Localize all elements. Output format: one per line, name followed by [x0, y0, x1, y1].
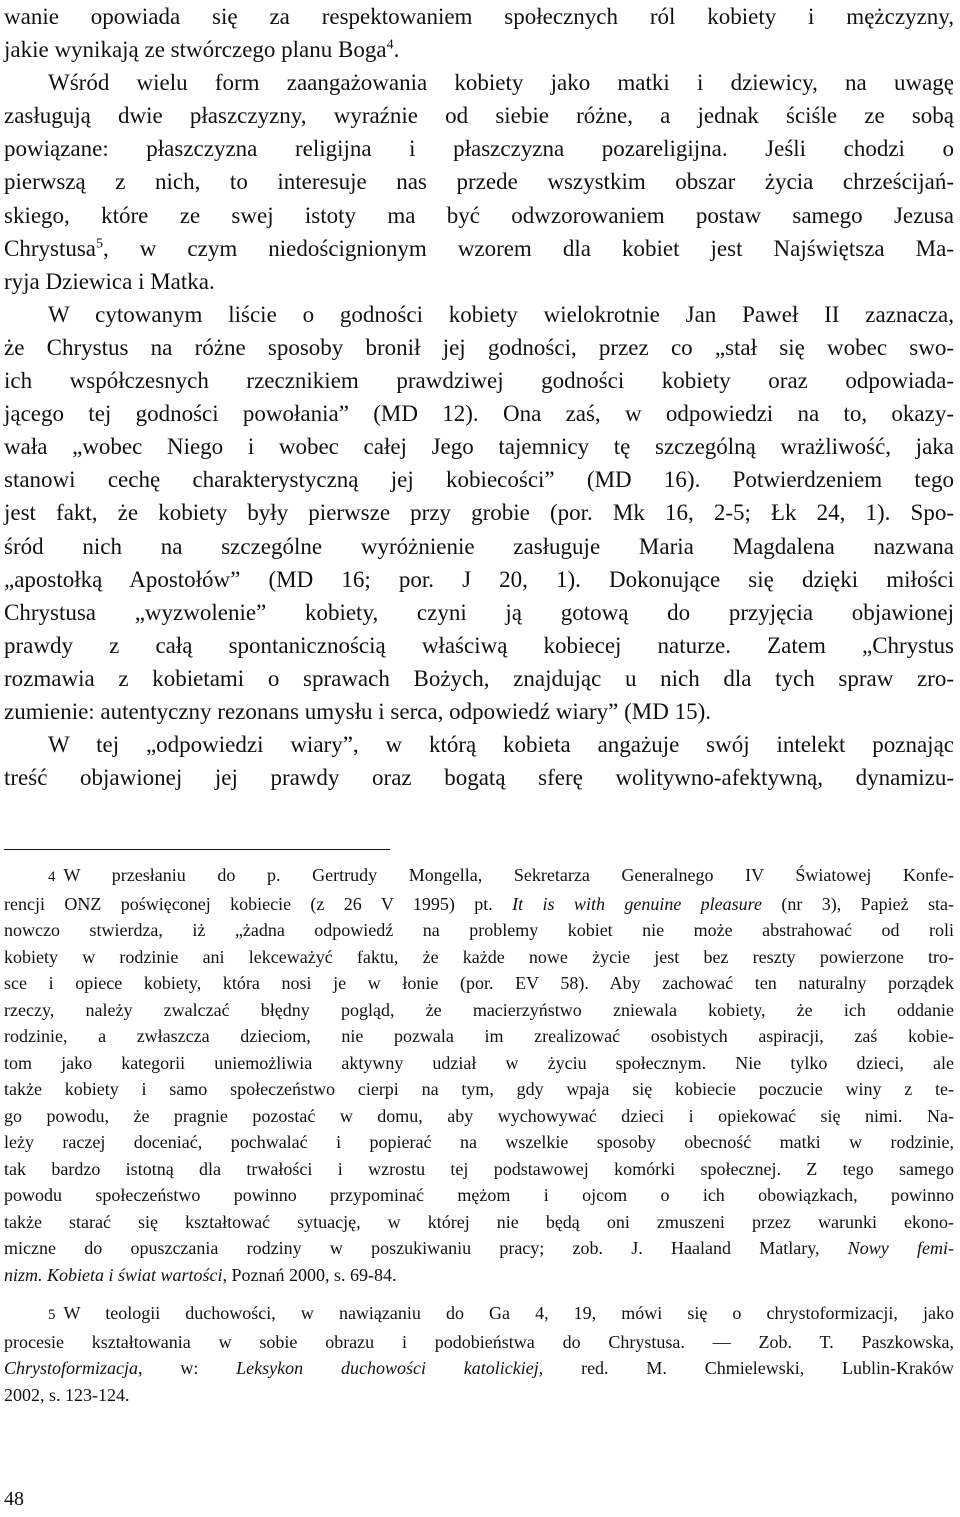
footnote-separator [4, 849, 390, 850]
text-line: zumienie: autentyczny rezonans umysłu i serca, odpowiedź wiary” (MD 15). [4, 698, 712, 724]
text-line: ryja Dziewica i Matka. [4, 268, 215, 294]
text-line: że Chrystus na różne sposoby bronił jej godności, przez co „stał się wobec swo- [4, 334, 954, 360]
footnote-line: rencji ONZ poświęconej kobiecie (z 26 V 1995) pt. It is with genuine pleasure (nr 3), Papież sta- [4, 893, 954, 914]
cited-title: Chrystoformizacja [4, 1358, 139, 1378]
text-line: powiązane: płaszczyzna religijna i płaszczyzna pozareligijna. Jeśli chodzi o [4, 136, 954, 162]
footnote-line: go powodu, że pragnie pozostać w domu, aby wychowywać dzieci i opiekować się nimi. Na- [4, 1105, 954, 1126]
footnote-line: 2002, s. 123-124. [4, 1384, 130, 1405]
footnotes [4, 862, 954, 1408]
footnote-line: procesie kształtowania w sobie obrazu i podobieństwa do Chrystusa. — Zob. T. Paszkowska, [4, 1331, 954, 1352]
footnote-line: także kobiety i samo społeczeństwo cierpi na tym, gdy wpaja się kobiecie poczucie winy z te- [4, 1079, 954, 1099]
text-line: pierwszą z nich, to interesuje nas przede wszystkim obszar życia chrześcijań- [4, 169, 954, 195]
footnote-line: powodu społeczeństwo powinno przypominać mężom i ojcom o ich obowiązkach, powinno [4, 1185, 954, 1205]
text-line: rozmawia z kobietami o sprawach Bożych, znajdując u nich dla tych spraw zro- [4, 665, 954, 691]
text-line: treść objawionej jej prawdy oraz bogatą sferę wolitywno-afektywną, dynamizu- [4, 765, 954, 791]
text-line: śród nich na szczególne wyróżnienie zasługuje Maria Magdalena nazwana [4, 533, 954, 559]
text-line: W cytowanym liście o godności kobiety wielokrotnie Jan Paweł II zaznacza, [48, 301, 954, 327]
footnote-ref[interactable]: 4 [386, 37, 394, 53]
footnote-line: 5 W teologii duchowości, w nawiązaniu do Ga 4, 19, mówi się o chrystoformizacji, jako [4, 1300, 954, 1329]
footnote-5 [4, 1300, 954, 1408]
footnote-line: sce i opiece kobiety, która nosi je w łonie (por. EV 58). Aby zachować ten naturalny porządek [4, 973, 954, 993]
text-line: Chrystusa$^5$, w czym niedoścignionym wzorem dla kobiet jest Najświętsza Ma- [4, 235, 954, 261]
footnote-line: nowczo stwierdza, iż „żadna odpowiedź na problemy kobiet nie może abstrahować od roli [4, 920, 954, 940]
footnote-line: także starać się kształtować sytuację, w której nie będą oni zmuszeni przez warunki ekono- [4, 1211, 954, 1232]
footnote-number: 4 [48, 869, 56, 885]
footnote-line: 4 W przesłaniu do p. Gertrudy Mongella, Sekretarza Generalnego IV Światowej Konfe- [4, 862, 954, 891]
text-line: jest fakt, że kobiety były pierwsze przy grobie (por. Mk 16, 2-5; Łk 24, 1). Spo- [4, 500, 954, 526]
cited-title: Leksykon duchowości katolickiej [236, 1358, 539, 1378]
footnote-number: 5 [48, 1307, 56, 1323]
text-line: ich współczesnych rzecznikiem prawdziwej godności kobiety oraz odpowiada- [4, 368, 954, 394]
footnote-line: tom jako kategorii uniemożliwia aktywny udział w życiu społecznym. Nie tylko dzieci, ale [4, 1052, 954, 1073]
footnote-line: rodzinie, a zwłaszcza dzieciom, nie pozwala im zrealizować osobistych aspiracji, zaś kobie- [4, 1026, 954, 1046]
footnote-line: tak bardzo istotną dla trwałości i wzrostu tej podstawowej komórki społecznej. Z tego samego [4, 1158, 954, 1179]
text-line: „apostołką Apostołów” (MD 16; por. J 20, 1). Dokonujące się dzięki miłości [4, 566, 954, 592]
text-line: wanie opowiada się za respektowaniem społecznych ról kobiety i mężczyzny, [4, 4, 954, 29]
text-line: zasługują dwie płaszczyzny, wyraźnie od siebie różne, a jednak ściśle ze sobą [4, 103, 954, 129]
footnote-4 [4, 862, 954, 1288]
text-line: Chrystusa „wyzwolenie” kobiety, czyni ją gotową do przyjęcia objawionej [4, 599, 954, 625]
footnote-line: miczne do opuszczania rodziny w poszukiwaniu pracy; zob. J. Haaland Matlary, Nowy femi- [4, 1238, 954, 1258]
text-line: jakie wynikają ze stwórczego planu Boga$^4$. [4, 37, 400, 63]
text-line: Wśród wielu form zaangażowania kobiety jako matki i dziewicy, na uwagę [48, 70, 954, 96]
text-line: skiego, które ze swej istoty ma być odwzorowaniem postaw samego Jezusa [4, 202, 954, 228]
footnote-line: leży raczej doceniać, pochwalać i popierać na wszelkie sposoby obecność matki w rodzinie, [4, 1132, 954, 1152]
footnote-line: kobiety w rodzinie ani lekceważyć faktu, że każde nowe życie jest bez reszty powierzone tro- [4, 946, 954, 967]
text-line: W tej „odpowiedzi wiary”, w którą kobieta angażuje swój intelekt poznając [48, 732, 954, 758]
footnote-line: Chrystoformizacja, w: Leksykon duchowości katolickiej, red. M. Chmielewski, Lublin-Kraków [4, 1358, 954, 1378]
main-text [4, 0, 954, 794]
text-line: jącego tej godności powołania” (MD 12). Ona zaś, w odpowiedzi na to, okazy- [4, 401, 954, 427]
cited-title: Nowy femi- [847, 1238, 954, 1258]
footnote-line: rzeczy, należy zwalczać błędny pogląd, że macierzyństwo zniewala kobiety, że ich oddanie [4, 999, 954, 1020]
text-line: wała „wobec Niego i wobec całej Jego tajemnicy tę szczególną wrażliwość, jaka [4, 434, 954, 460]
footnote-line: nizm. Kobieta i świat wartości, Poznań 2000, s. 69-84. [4, 1264, 397, 1285]
page-number: 48 [4, 1488, 24, 1510]
cited-title: It is with genuine pleasure [512, 893, 763, 914]
cited-title: nizm. Kobieta i świat wartości [4, 1264, 223, 1285]
footnote-ref[interactable]: 5 [96, 236, 103, 251]
text-line: prawdy z całą spontanicznością właściwą kobiecej naturze. Zatem „Chrystus [4, 632, 954, 658]
text-line: stanowi cechę charakterystyczną jej kobiecości” (MD 16). Potwierdzeniem tego [4, 467, 954, 493]
